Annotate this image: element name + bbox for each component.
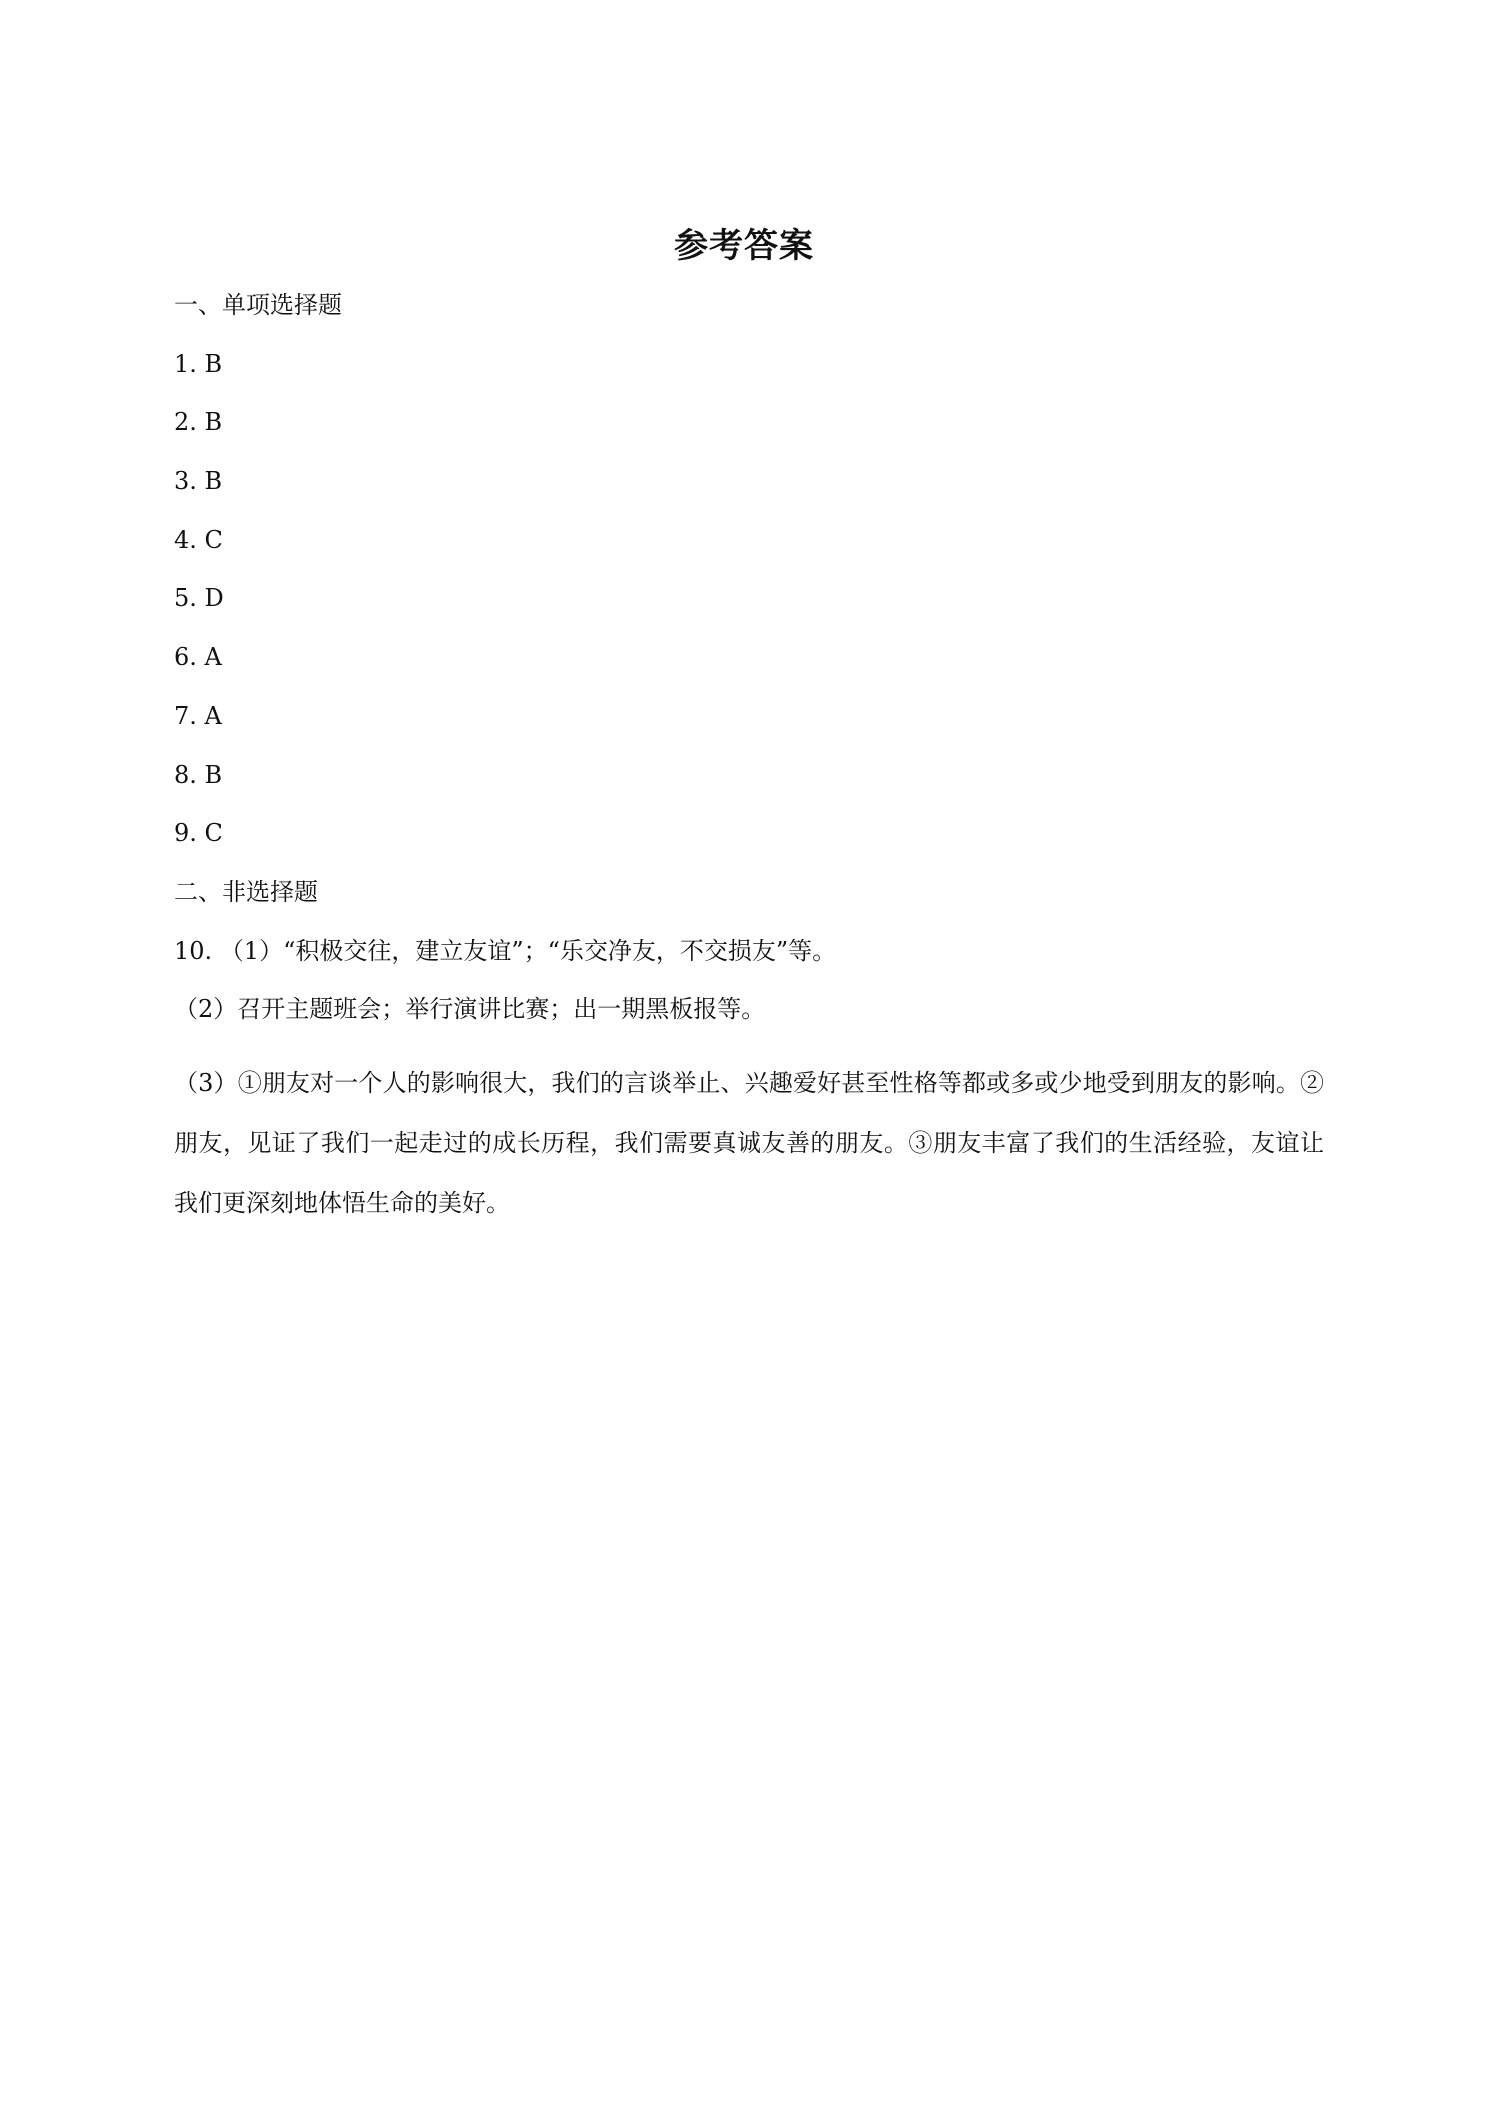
section-heading-single-choice: 一、单项选择题 [174, 291, 342, 319]
answer-item: 1. B [174, 349, 223, 378]
answer-item: 3. B [174, 467, 223, 496]
answer-item: 4. C [174, 525, 223, 554]
answer-item: 6. A [174, 643, 222, 672]
q10-part1: 10. （1）“积极交往，建立友谊”；“乐交净友，不交损友”等。 [174, 936, 837, 965]
answer-item: 5. D [174, 584, 224, 613]
q10-part3: （3）①朋友对一个人的影响很大，我们的言谈举止、兴趣爱好甚至性格等都或多或少地受到朋友的影响。②朋友，见证了我们一起走过的成长历程，我们需要真诚友善的朋友。③朋友丰富了我们的生活经验，友谊让我们更深刻地体悟生命的美好。 [174, 1068, 1324, 1217]
answer-item: 8. B [174, 760, 223, 789]
answer-item: 2. B [174, 408, 223, 437]
section-heading-non-choice: 二、非选择题 [174, 877, 318, 906]
answer-item: 7. A [174, 701, 222, 730]
q10-part2: （2）召开主题班会；举行演讲比赛；出一期黑板报等。 [174, 995, 766, 1024]
answer-item: 9. C [174, 819, 223, 848]
answer-content [174, 290, 1324, 1233]
page-title: 参考答案 [674, 226, 814, 266]
